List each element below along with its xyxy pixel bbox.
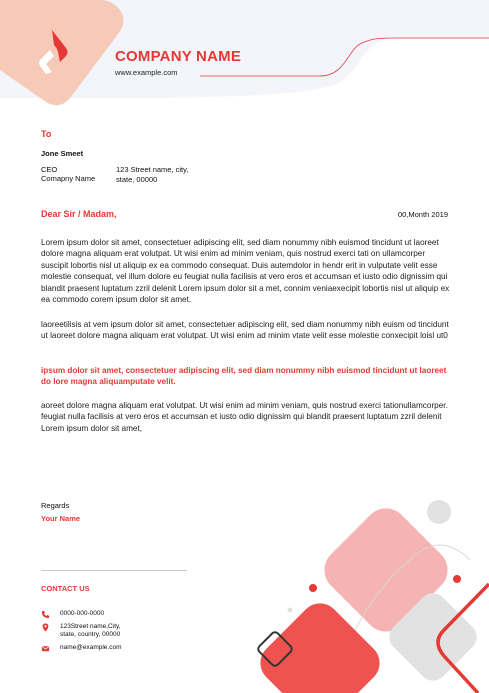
contact-email[interactable]: name@example.com xyxy=(60,644,122,651)
deco-grey-dot-small xyxy=(288,608,293,613)
contact-address xyxy=(60,623,121,639)
contact-phone-row xyxy=(41,610,104,619)
recipient-address xyxy=(116,165,226,185)
letter-date: 00,Month 2019 xyxy=(397,210,448,219)
contact-title: CONTACT US xyxy=(41,584,90,593)
deco-outline-diamond xyxy=(257,631,294,668)
recipient-role xyxy=(41,165,95,183)
closing-regards: Regards xyxy=(41,501,70,510)
contact-address-line2: state, country, 00000 xyxy=(60,631,121,638)
location-pin-icon xyxy=(41,623,50,632)
contact-address-line1: 123Street name,City, xyxy=(60,623,121,630)
company-name: COMPANY NAME xyxy=(115,48,242,65)
salutation: Dear Sir / Madam, xyxy=(41,209,117,219)
deco-grey-diamond xyxy=(384,588,483,687)
deco-pink-diamond xyxy=(315,499,456,640)
chevron-logo-icon xyxy=(36,28,72,78)
deco-red-stroke xyxy=(438,584,489,693)
recipient-address-line2: state, 00000 xyxy=(116,175,158,184)
to-label: To xyxy=(41,129,52,139)
recipient-title: CEO xyxy=(41,165,58,174)
signer-name: Your Name xyxy=(41,514,81,523)
envelope-icon xyxy=(41,644,50,653)
deco-red-diamond xyxy=(252,595,388,693)
company-website[interactable]: www.example.com xyxy=(115,68,178,77)
deco-grey-dot xyxy=(427,500,451,524)
recipient-name: Jone Smeet xyxy=(41,149,84,158)
phone-icon xyxy=(41,610,50,619)
deco-red-dot-1 xyxy=(309,584,317,592)
footer-divider xyxy=(41,570,187,571)
contact-email-row xyxy=(41,644,122,653)
deco-red-dot-2 xyxy=(453,575,461,583)
body-paragraph-highlight: ipsum dolor sit amet, consectetuer adipiscing elit, sed diam nonummy nibh euismod tincidunt ut laoreet do lore magna aliquamputate velit. xyxy=(41,366,447,387)
recipient-address-line1: 123 Street name, city, xyxy=(116,165,189,174)
body-paragraph-4: aoreet dolore magna aliquam erat volutpat. Ut wisi enim ad minim veniam, quis nostrud exerci tationullamcorper. feugiat nulla facilisis at vero eros et accumsan et iusto odio dignissim qui blandit praesent luptatum zzril delenit Lorem ipsum dolor sit amet, xyxy=(41,401,448,433)
body-paragraph-1: Lorem ipsum dolor sit amet, consectetuer adipiscing elit, sed diam nonummy nibh euismod tincidunt ut laoreet dolore magna aliquam erat volutpat. Ut wisi enim ad minim veniam, quis nostrud exerci tati on ullamcorper suscipit lobortis nisl ut aliquip ex ea commodo consequat. Duis autemdolor in hendr erit in vulputate velit esse molestie consequat, vel illum dolore eu feugiat nulla facilisis at vero eros et accumsan et iusto odio dignissim qui blandit praesent luptatum zzril delenit Lorem ipsum dolor sit a met, connim veniaexecipit lobortis nisl ut aliquip ex ea commodo corem ipsum dolor sit amet. xyxy=(41,238,450,305)
recipient-company: Comapny Name xyxy=(41,174,96,183)
deco-grey-arc xyxy=(330,545,470,690)
body-paragraph-2: laoreetilisis at vem ipsum dolor sit amet, consectetuer adipiscing elit, sed diam nonummy nibh euism od tincidunt ut laoreet dolore magna aliquam erat volutpat. Ut wisi enim ad minim vtate velit esse molestie conxecipit loisl ut0 xyxy=(41,320,449,341)
contact-phone[interactable]: 0000-000-0000 xyxy=(60,610,105,617)
contact-address-row xyxy=(41,623,121,639)
